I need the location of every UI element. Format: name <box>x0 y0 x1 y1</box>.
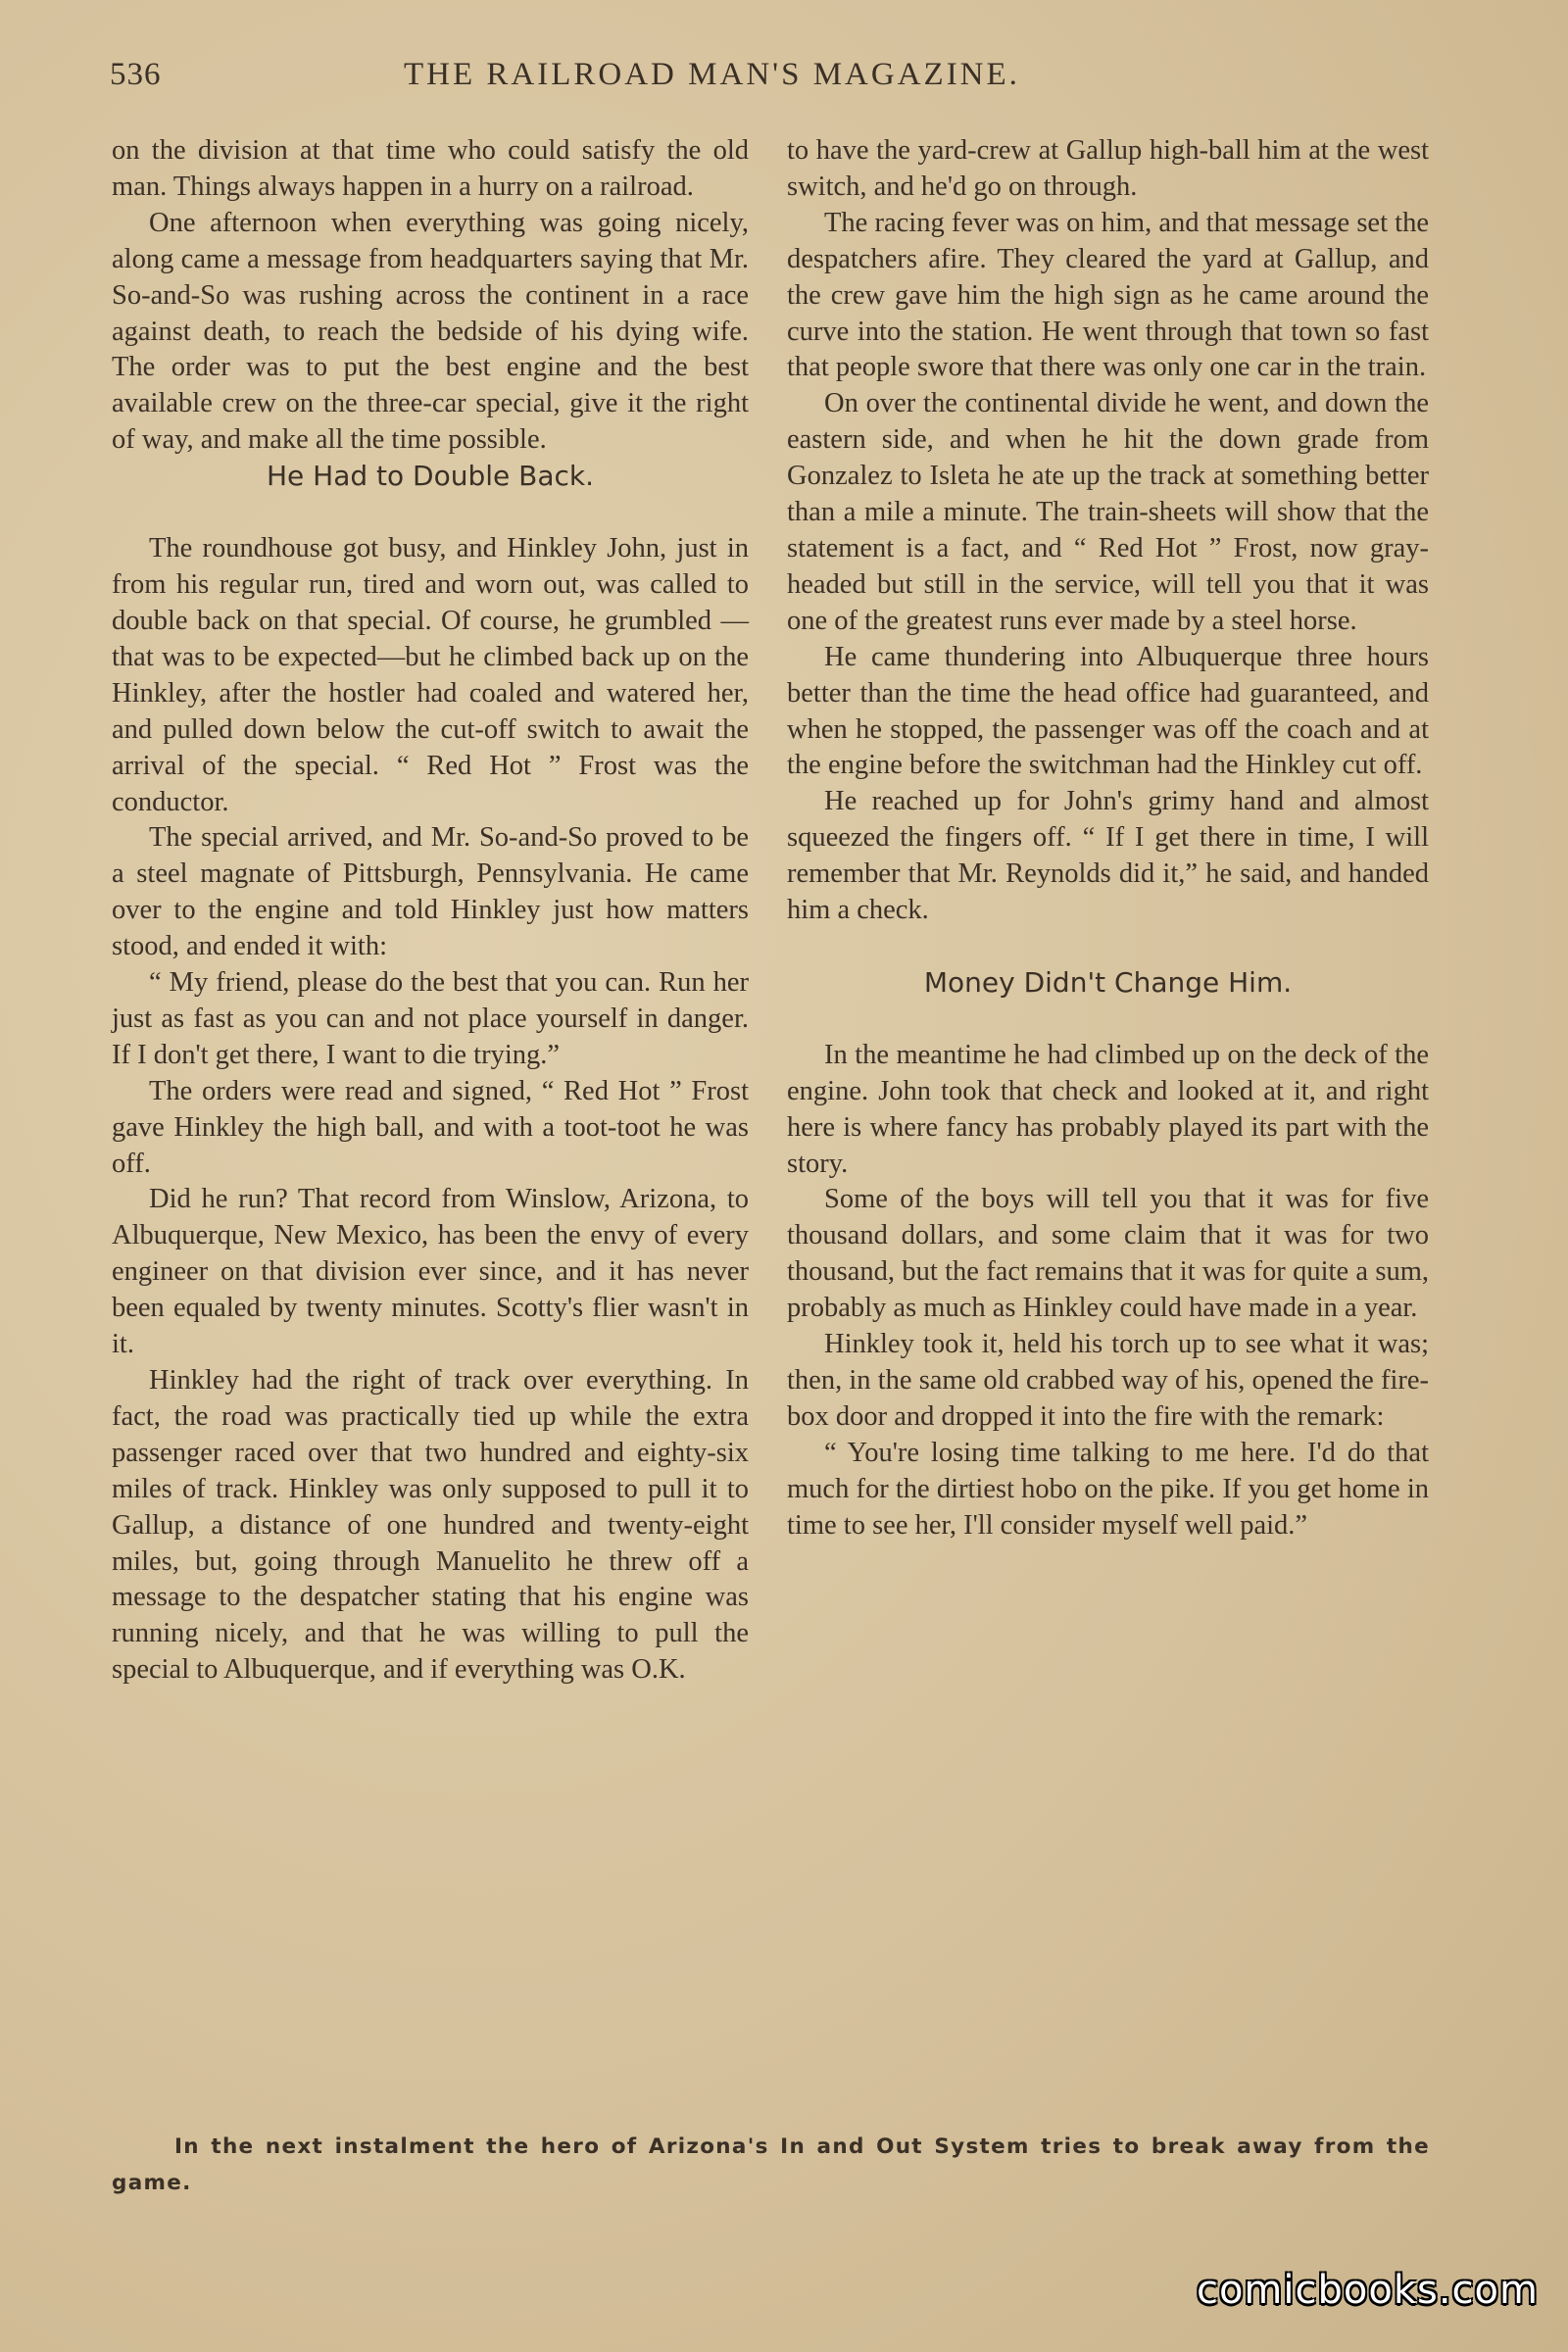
section-heading: Money Didn't Change Him. <box>923 965 1293 999</box>
paragraph: On over the continental divide he went, and down the eastern side, and when he hit the down grade from Gonzalez to Isleta he ate up the track at something better than a mile a minute. The train-sheets will show that the statement is a fact, and “ Red Hot ” Frost, now gray-headed but still in the service, will tell you that it was one of the greatest runs ever made by a steel horse. <box>787 388 1429 636</box>
paragraph: Some of the boys will tell you that it was for five thousand dollars, and some claim that it was for two thousand, but the fact remains that it was for quite a sum, probably as much as Hinkley could have made in a year. <box>787 1184 1429 1324</box>
left-column <box>112 133 749 1689</box>
paragraph: on the division at that time who could satisfy the old man. Things always happen in a hurry on a railroad. <box>112 135 749 202</box>
section-heading: He Had to Double Back. <box>266 460 595 493</box>
paragraph: Did he run? That record from Winslow, Arizona, to Albuquerque, New Mexico, has been the envy of every engineer on that division ever since, and it has never been equaled by twenty minutes. Scotty's flier wasn't in it. <box>112 1184 749 1360</box>
paragraph: “ You're losing time talking to me here. I'd do that much for the dirtiest hobo on the pike. If you get home in time to see her, I'll consider myself well paid.” <box>787 1437 1429 1541</box>
paragraph: The roundhouse got busy, and Hinkley John, just in from his regular run, tired and worn out, was called to double back on that special. Of course, he grumbled —that was to be expected—but he climbed back up on the Hinkley, after the hostler had coaled and watered her, and pulled down below the cut-off switch to await the arrival of the special. “ Red Hot ” Frost was the conductor. <box>112 533 749 817</box>
paragraph: In the meantime he had climbed up on the deck of the engine. John took that check and looked at it, and right here is where fancy has probably played its part with the story. <box>787 1039 1429 1179</box>
paragraph: One afternoon when everything was going nicely, along came a message from headquarters saying that Mr. So-and-So was rushing across the continent in a race against death, to reach the bedside of his dying wife. The order was to put the best engine and the best available crew on the three-car special, give it the right of way, and make all the time possible. <box>112 207 749 456</box>
running-head: THE RAILROAD MAN'S MAGAZINE. <box>404 57 1020 92</box>
page-header <box>110 57 1423 106</box>
site-watermark: comicbooks.com <box>1196 2268 1539 2313</box>
paragraph: He reached up for John's grimy hand and almost squeezed the fingers off. “ If I get there in time, I will remember that Mr. Reynolds did it,” he said, and handed him a check. <box>787 786 1429 926</box>
paragraph: He came thundering into Albuquerque three hours better than the time the head office had guaranteed, and when he stopped, the passenger was off the coach and at the engine before the switchman had the Hinkley cut off. <box>787 641 1429 781</box>
right-column <box>787 133 1429 1544</box>
page-number: 536 <box>110 57 162 92</box>
paragraph: Hinkley had the right of track over everything. In fact, the road was practically tied up while the extra passenger raced over that two hundred and eighty-six miles of track. Hinkley was only supposed to pull it to Gallup, a distance of one hundred and twenty-eight miles, but, going through Manuelito he threw off a message to the despatcher stating that his engine was running nicely, and that he was willing to pull the special to Albuquerque, and if everything was O.K. <box>112 1365 749 1686</box>
paragraph: to have the yard-crew at Gallup high-ball him at the west switch, and he'd go on through. <box>787 135 1429 202</box>
next-instalment-note: In the next instalment the hero of Arizona's In and Out System tries to break away from the game. <box>112 2134 1430 2195</box>
paragraph: “ My friend, please do the best that you can. Run her just as fast as you can and not place yourself in danger. If I don't get there, I want to die trying.” <box>112 967 749 1070</box>
paragraph: The special arrived, and Mr. So-and-So proved to be a steel magnate of Pittsburgh, Pennsylvania. He came over to the engine and told Hinkley just how matters stood, and ended it with: <box>112 822 749 962</box>
paragraph: The racing fever was on him, and that message set the despatchers afire. They cleared the yard at Gallup, and the crew gave him the high sign as he came around the curve into the station. He went through that town so fast that people swore that there was only one car in the train. <box>787 207 1429 383</box>
paragraph: The orders were read and signed, “ Red Hot ” Frost gave Hinkley the high ball, and with a toot-toot he was off. <box>112 1075 749 1179</box>
paragraph: Hinkley took it, held his torch up to see what it was; then, in the same old crabbed way of his, opened the fire-box door and dropped it into the fire with the remark: <box>787 1329 1429 1432</box>
